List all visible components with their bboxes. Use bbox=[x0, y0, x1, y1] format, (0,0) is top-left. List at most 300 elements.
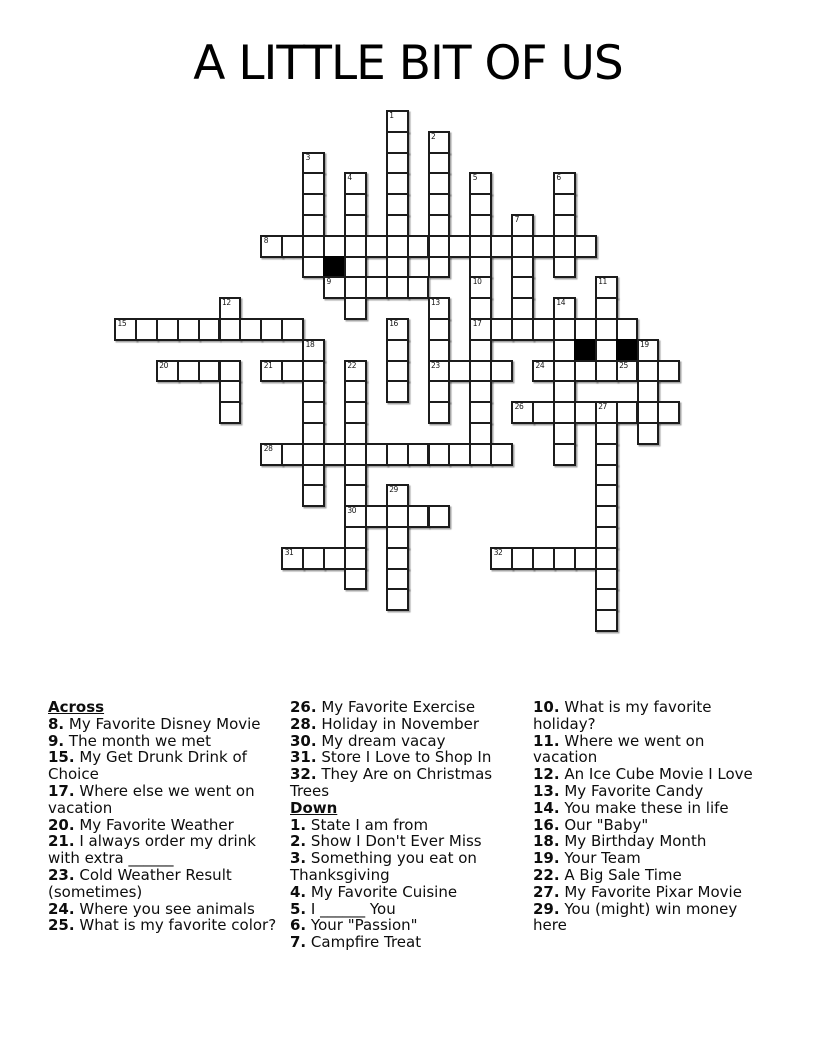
black-cell bbox=[574, 339, 597, 362]
grid-cell[interactable] bbox=[198, 318, 221, 341]
grid-cell[interactable] bbox=[553, 380, 576, 403]
grid-cell[interactable] bbox=[574, 547, 597, 570]
grid-cell[interactable] bbox=[407, 443, 430, 466]
grid-cell[interactable] bbox=[428, 152, 451, 175]
across-clue-26 bbox=[290, 699, 533, 716]
clue-number: 13. bbox=[533, 781, 560, 800]
clue-text: You make these in life bbox=[564, 798, 729, 817]
grid-cell[interactable] bbox=[386, 380, 409, 403]
grid-cell[interactable] bbox=[344, 235, 367, 258]
grid-cell[interactable] bbox=[219, 380, 242, 403]
clue-number: 23. bbox=[48, 865, 75, 884]
grid-cell[interactable] bbox=[490, 547, 513, 570]
grid-cell[interactable] bbox=[657, 360, 680, 383]
grid-cell[interactable] bbox=[344, 443, 367, 466]
cell-number: 26 bbox=[514, 402, 524, 412]
grid-cell[interactable] bbox=[448, 235, 471, 258]
clue-number: 14. bbox=[533, 798, 560, 817]
across-clue-32 bbox=[290, 766, 533, 800]
clue-number: 17. bbox=[48, 781, 75, 800]
grid-cell[interactable] bbox=[407, 276, 430, 299]
grid-cell[interactable] bbox=[323, 235, 346, 258]
grid-cell[interactable] bbox=[239, 318, 262, 341]
across-clue-21 bbox=[48, 833, 288, 867]
cell-number: 20 bbox=[159, 360, 169, 370]
grid-cell[interactable] bbox=[637, 401, 660, 424]
grid-cell[interactable] bbox=[344, 464, 367, 487]
grid-cell[interactable] bbox=[323, 443, 346, 466]
clue-text: My Get Drunk Drink of Choice bbox=[48, 748, 247, 784]
clue-text: My Favorite Exercise bbox=[321, 698, 476, 716]
grid-cell[interactable] bbox=[595, 464, 618, 487]
grid-cell[interactable] bbox=[553, 401, 576, 424]
grid-cell[interactable] bbox=[386, 339, 409, 362]
across-clue-23 bbox=[48, 867, 288, 901]
down-clue-1 bbox=[290, 817, 533, 834]
down-clue-6 bbox=[290, 917, 533, 934]
across-header: Across bbox=[48, 698, 105, 716]
across-clue-9 bbox=[48, 733, 288, 750]
grid-cell[interactable] bbox=[344, 568, 367, 591]
grid-cell[interactable] bbox=[386, 172, 409, 195]
grid-cell[interactable] bbox=[386, 568, 409, 591]
grid-cell[interactable] bbox=[532, 547, 555, 570]
clue-number: 24. bbox=[48, 899, 75, 918]
grid-cell[interactable] bbox=[637, 380, 660, 403]
clue-text: Show I Don't Ever Miss bbox=[310, 832, 482, 851]
grid-cell[interactable] bbox=[595, 547, 618, 570]
grid-cell[interactable] bbox=[428, 360, 451, 383]
grid-cell[interactable] bbox=[490, 360, 513, 383]
grid-cell[interactable] bbox=[532, 401, 555, 424]
grid-cell[interactable] bbox=[469, 401, 492, 424]
grid-cell[interactable] bbox=[428, 256, 451, 279]
grid-cell[interactable] bbox=[386, 443, 409, 466]
grid-cell[interactable] bbox=[386, 588, 409, 611]
cell-number: 30 bbox=[347, 506, 357, 516]
grid-cell[interactable] bbox=[344, 380, 367, 403]
across-clue-15 bbox=[48, 749, 288, 783]
clue-number: 3. bbox=[290, 849, 307, 868]
grid-cell[interactable] bbox=[595, 339, 618, 362]
grid-cell[interactable] bbox=[302, 464, 325, 487]
grid-cell[interactable] bbox=[302, 193, 325, 216]
grid-cell[interactable] bbox=[553, 297, 576, 320]
grid-cell[interactable] bbox=[302, 380, 325, 403]
clue-text: What is my favorite holiday? bbox=[533, 698, 712, 733]
cell-number: 1 bbox=[389, 111, 394, 120]
grid-cell[interactable] bbox=[595, 588, 618, 611]
clue-text: Where else we went on vacation bbox=[48, 781, 255, 817]
grid-cell[interactable] bbox=[511, 547, 534, 570]
grid-cell[interactable] bbox=[281, 547, 304, 570]
grid-cell[interactable] bbox=[532, 360, 555, 383]
grid-cell[interactable] bbox=[657, 401, 680, 424]
grid-cell[interactable] bbox=[386, 193, 409, 216]
across-clue-28 bbox=[290, 716, 533, 733]
grid-cell[interactable] bbox=[344, 297, 367, 320]
grid-cell[interactable] bbox=[302, 401, 325, 424]
grid-cell[interactable] bbox=[365, 235, 388, 258]
down-clue-14 bbox=[533, 800, 771, 817]
grid-cell[interactable] bbox=[469, 256, 492, 279]
grid-cell[interactable] bbox=[198, 360, 221, 383]
grid-cell[interactable] bbox=[469, 297, 492, 320]
grid-cell[interactable] bbox=[344, 172, 367, 195]
cell-number: 6 bbox=[556, 173, 561, 183]
grid-cell[interactable] bbox=[344, 401, 367, 424]
cell-number: 7 bbox=[514, 215, 519, 224]
clue-number: 6. bbox=[290, 916, 307, 935]
grid-cell[interactable] bbox=[511, 214, 534, 237]
grid-cell[interactable] bbox=[428, 318, 451, 341]
grid-cell[interactable] bbox=[511, 318, 534, 341]
grid-cell[interactable] bbox=[595, 422, 618, 445]
grid-cell[interactable] bbox=[553, 422, 576, 445]
cell-number: 16 bbox=[389, 319, 398, 328]
grid-cell[interactable] bbox=[574, 318, 597, 341]
grid-cell[interactable] bbox=[553, 172, 576, 195]
grid-cell[interactable] bbox=[428, 131, 451, 154]
grid-cell[interactable] bbox=[260, 443, 283, 466]
clue-number: 18. bbox=[533, 832, 560, 851]
clue-text: Your Team bbox=[564, 849, 641, 868]
cell-number: 3 bbox=[305, 152, 310, 162]
grid-cell[interactable] bbox=[469, 443, 492, 466]
clue-text: Your "Passion" bbox=[310, 916, 418, 935]
clue-number: 26. bbox=[290, 698, 317, 716]
clue-text: An Ice Cube Movie I Love bbox=[564, 765, 753, 784]
grid-cell[interactable] bbox=[469, 380, 492, 403]
cell-number: 9 bbox=[326, 277, 331, 287]
cell-number: 12 bbox=[222, 298, 231, 308]
black-cell bbox=[616, 339, 639, 362]
grid-cell[interactable] bbox=[281, 360, 304, 383]
grid-cell[interactable] bbox=[616, 401, 639, 424]
grid-cell[interactable] bbox=[532, 235, 555, 258]
grid-cell[interactable] bbox=[344, 276, 367, 299]
down-clue-5 bbox=[290, 901, 533, 918]
grid-cell[interactable] bbox=[302, 360, 325, 383]
grid-cell[interactable] bbox=[553, 235, 576, 258]
down-clue-10 bbox=[533, 699, 771, 733]
grid-cell[interactable] bbox=[219, 360, 242, 383]
grid-cell[interactable] bbox=[177, 318, 200, 341]
clue-text: The month we met bbox=[68, 731, 212, 750]
cell-number: 18 bbox=[305, 339, 315, 349]
clue-number: 25. bbox=[48, 916, 75, 935]
grid-cell[interactable] bbox=[595, 276, 618, 299]
clue-column-3 bbox=[533, 699, 771, 934]
cell-number: 10 bbox=[472, 277, 482, 287]
grid-cell[interactable] bbox=[344, 256, 367, 279]
grid-cell[interactable] bbox=[260, 360, 283, 383]
clue-number: 5. bbox=[290, 899, 307, 918]
grid-cell[interactable] bbox=[344, 422, 367, 445]
grid-cell[interactable] bbox=[595, 526, 618, 549]
grid-cell[interactable] bbox=[616, 318, 639, 341]
clue-text: I always order my drink with extra ______ bbox=[48, 832, 256, 868]
down-clue-18 bbox=[533, 833, 771, 850]
cell-number: 29 bbox=[389, 485, 398, 495]
grid-cell[interactable] bbox=[469, 172, 492, 195]
clue-text: Store I Love to Shop In bbox=[321, 748, 492, 767]
clue-number: 21. bbox=[48, 832, 75, 851]
across-clue-25 bbox=[48, 917, 288, 934]
grid-cell[interactable] bbox=[344, 360, 367, 383]
cell-number: 31 bbox=[284, 547, 294, 557]
grid-cell[interactable] bbox=[302, 172, 325, 195]
grid-cell[interactable] bbox=[260, 235, 283, 258]
grid-cell[interactable] bbox=[469, 214, 492, 237]
grid-cell[interactable] bbox=[490, 443, 513, 466]
grid-cell[interactable] bbox=[428, 339, 451, 362]
clue-number: 4. bbox=[290, 882, 307, 901]
grid-cell[interactable] bbox=[637, 339, 660, 362]
grid-cell[interactable] bbox=[511, 276, 534, 299]
grid-cell[interactable] bbox=[428, 235, 451, 258]
grid-cell[interactable] bbox=[490, 318, 513, 341]
clue-text: My dream vacay bbox=[321, 731, 446, 750]
grid-cell[interactable] bbox=[553, 547, 576, 570]
cell-number: 13 bbox=[431, 298, 440, 308]
grid-cell[interactable] bbox=[407, 505, 430, 528]
cell-number: 2 bbox=[431, 131, 436, 141]
clue-text: My Favorite Candy bbox=[564, 781, 704, 800]
grid-cell[interactable] bbox=[302, 443, 325, 466]
grid-cell[interactable] bbox=[386, 214, 409, 237]
across-clue-20 bbox=[48, 817, 288, 834]
down-clue-12 bbox=[533, 766, 771, 783]
grid-cell[interactable] bbox=[448, 360, 471, 383]
clue-number: 8. bbox=[48, 714, 65, 733]
grid-cell[interactable] bbox=[595, 568, 618, 591]
grid-cell[interactable] bbox=[114, 318, 137, 341]
clue-number: 10. bbox=[533, 698, 560, 716]
grid-cell[interactable] bbox=[595, 609, 618, 632]
clue-number: 19. bbox=[533, 849, 560, 868]
cell-number: 4 bbox=[347, 173, 352, 183]
grid-cell[interactable] bbox=[323, 547, 346, 570]
clue-text: Cold Weather Result (sometimes) bbox=[48, 865, 232, 901]
grid-cell[interactable] bbox=[302, 484, 325, 507]
clue-text: Holiday in November bbox=[321, 714, 479, 733]
grid-cell[interactable] bbox=[386, 276, 409, 299]
grid-cell[interactable] bbox=[302, 256, 325, 279]
grid-cell[interactable] bbox=[386, 235, 409, 258]
grid-cell[interactable] bbox=[574, 401, 597, 424]
grid-cell[interactable] bbox=[302, 422, 325, 445]
clue-text: My Favorite Pixar Movie bbox=[564, 882, 742, 901]
cell-number: 21 bbox=[263, 360, 273, 370]
clue-number: 7. bbox=[290, 933, 307, 952]
clue-number: 16. bbox=[533, 815, 560, 834]
clue-text: They Are on Christmas Trees bbox=[290, 765, 493, 800]
clue-text: What is my favorite color? bbox=[79, 916, 277, 935]
grid-cell[interactable] bbox=[156, 318, 179, 341]
grid-cell[interactable] bbox=[553, 193, 576, 216]
grid-cell[interactable] bbox=[595, 297, 618, 320]
grid-cell[interactable] bbox=[386, 110, 409, 133]
grid-cell[interactable] bbox=[574, 235, 597, 258]
grid-cell[interactable] bbox=[428, 214, 451, 237]
clue-text: Our "Baby" bbox=[564, 815, 649, 834]
grid-cell[interactable] bbox=[219, 401, 242, 424]
across-clue-31 bbox=[290, 749, 533, 766]
grid-cell[interactable] bbox=[469, 339, 492, 362]
clue-number: 2. bbox=[290, 832, 307, 851]
grid-cell[interactable] bbox=[637, 360, 660, 383]
grid-cell[interactable] bbox=[302, 547, 325, 570]
grid-cell[interactable] bbox=[407, 235, 430, 258]
grid-cell[interactable] bbox=[260, 318, 283, 341]
grid-cell[interactable] bbox=[386, 505, 409, 528]
grid-cell[interactable] bbox=[511, 297, 534, 320]
grid-cell[interactable] bbox=[302, 214, 325, 237]
across-clue-24 bbox=[48, 901, 288, 918]
down-clue-13 bbox=[533, 783, 771, 800]
grid-cell[interactable] bbox=[344, 193, 367, 216]
grid-cell[interactable] bbox=[511, 401, 534, 424]
clue-number: 29. bbox=[533, 899, 560, 918]
grid-cell[interactable] bbox=[386, 152, 409, 175]
grid-cell[interactable] bbox=[365, 276, 388, 299]
cell-number: 19 bbox=[640, 339, 649, 349]
clue-text: Something you eat on Thanksgiving bbox=[290, 849, 477, 884]
grid-cell[interactable] bbox=[469, 235, 492, 258]
grid-cell[interactable] bbox=[386, 360, 409, 383]
clue-number: 31. bbox=[290, 748, 317, 767]
grid-cell[interactable] bbox=[595, 318, 618, 341]
grid-cell[interactable] bbox=[595, 401, 618, 424]
cell-number: 8 bbox=[263, 235, 269, 245]
grid-cell[interactable] bbox=[386, 526, 409, 549]
grid-cell[interactable] bbox=[323, 276, 346, 299]
grid-cell[interactable] bbox=[219, 297, 242, 320]
grid-cell[interactable] bbox=[344, 214, 367, 237]
grid-cell[interactable] bbox=[553, 318, 576, 341]
cell-number: 28 bbox=[263, 443, 273, 453]
clue-column-2 bbox=[290, 699, 533, 951]
clue-number: 28. bbox=[290, 714, 317, 733]
down-clue-22 bbox=[533, 867, 771, 884]
grid-cell[interactable] bbox=[532, 318, 555, 341]
grid-cell[interactable] bbox=[428, 401, 451, 424]
down-header: Down bbox=[290, 798, 338, 817]
grid-cell[interactable] bbox=[156, 360, 179, 383]
grid-cell[interactable] bbox=[428, 443, 451, 466]
grid-cell[interactable] bbox=[386, 484, 409, 507]
grid-cell[interactable] bbox=[386, 547, 409, 570]
grid-cell[interactable] bbox=[553, 339, 576, 362]
grid-cell[interactable] bbox=[595, 484, 618, 507]
grid-cell[interactable] bbox=[428, 380, 451, 403]
cell-number: 24 bbox=[535, 360, 545, 370]
down-clue-4 bbox=[290, 884, 533, 901]
across-clue-30 bbox=[290, 733, 533, 750]
grid-cell[interactable] bbox=[281, 443, 304, 466]
grid-cell[interactable] bbox=[469, 360, 492, 383]
grid-cell[interactable] bbox=[469, 422, 492, 445]
grid-cell[interactable] bbox=[469, 318, 492, 341]
grid-cell[interactable] bbox=[219, 318, 242, 341]
clue-number: 15. bbox=[48, 748, 75, 767]
grid-cell[interactable] bbox=[490, 235, 513, 258]
grid-cell[interactable] bbox=[553, 214, 576, 237]
grid-cell[interactable] bbox=[574, 360, 597, 383]
grid-cell[interactable] bbox=[595, 443, 618, 466]
clue-number: 9. bbox=[48, 731, 65, 750]
grid-cell[interactable] bbox=[386, 318, 409, 341]
down-clue-3 bbox=[290, 850, 533, 884]
cell-number: 5 bbox=[472, 173, 478, 183]
grid-cell[interactable] bbox=[595, 505, 618, 528]
down-clue-16 bbox=[533, 817, 771, 834]
clue-text: Campfire Treat bbox=[310, 933, 422, 952]
grid-cell[interactable] bbox=[553, 443, 576, 466]
grid-cell[interactable] bbox=[344, 484, 367, 507]
grid-cell[interactable] bbox=[344, 526, 367, 549]
clue-text: My Favorite Weather bbox=[79, 815, 234, 834]
cell-number: 14 bbox=[556, 298, 566, 308]
grid-cell[interactable] bbox=[302, 235, 325, 258]
grid-cell[interactable] bbox=[553, 360, 576, 383]
cell-number: 11 bbox=[598, 277, 607, 287]
cell-number: 32 bbox=[493, 547, 503, 557]
grid-cell[interactable] bbox=[616, 360, 639, 383]
grid-cell[interactable] bbox=[637, 422, 660, 445]
grid-cell[interactable] bbox=[365, 505, 388, 528]
grid-cell[interactable] bbox=[469, 276, 492, 299]
clue-number: 32. bbox=[290, 765, 317, 784]
grid-cell[interactable] bbox=[469, 193, 492, 216]
grid-cell[interactable] bbox=[135, 318, 158, 341]
clue-number: 22. bbox=[533, 865, 560, 884]
grid-cell[interactable] bbox=[428, 172, 451, 195]
clue-number: 1. bbox=[290, 815, 307, 834]
grid-cell[interactable] bbox=[428, 193, 451, 216]
grid-cell[interactable] bbox=[177, 360, 200, 383]
cell-number: 23 bbox=[431, 360, 440, 370]
grid-cell[interactable] bbox=[302, 152, 325, 175]
clue-column-1 bbox=[48, 699, 288, 934]
clue-number: 30. bbox=[290, 731, 317, 750]
across-clue-17 bbox=[48, 783, 288, 817]
clue-number: 27. bbox=[533, 882, 560, 901]
grid-cell[interactable] bbox=[281, 235, 304, 258]
grid-cell[interactable] bbox=[281, 318, 304, 341]
grid-cell[interactable] bbox=[365, 443, 388, 466]
clue-text: A Big Sale Time bbox=[564, 865, 682, 884]
grid-cell[interactable] bbox=[428, 297, 451, 320]
grid-cell[interactable] bbox=[428, 505, 451, 528]
clue-text: My Favorite Cuisine bbox=[310, 882, 458, 901]
grid-cell[interactable] bbox=[595, 360, 618, 383]
clue-text: My Favorite Disney Movie bbox=[68, 714, 261, 733]
grid-cell[interactable] bbox=[386, 256, 409, 279]
grid-cell[interactable] bbox=[511, 256, 534, 279]
grid-cell[interactable] bbox=[344, 505, 367, 528]
clue-text: Where we went on vacation bbox=[533, 731, 705, 767]
clue-text: Where you see animals bbox=[79, 899, 255, 918]
grid-cell[interactable] bbox=[386, 131, 409, 154]
grid-cell[interactable] bbox=[511, 235, 534, 258]
across-clue-8 bbox=[48, 716, 288, 733]
grid-cell[interactable] bbox=[553, 256, 576, 279]
grid-cell[interactable] bbox=[302, 339, 325, 362]
grid-cell[interactable] bbox=[448, 443, 471, 466]
grid-cell[interactable] bbox=[344, 547, 367, 570]
